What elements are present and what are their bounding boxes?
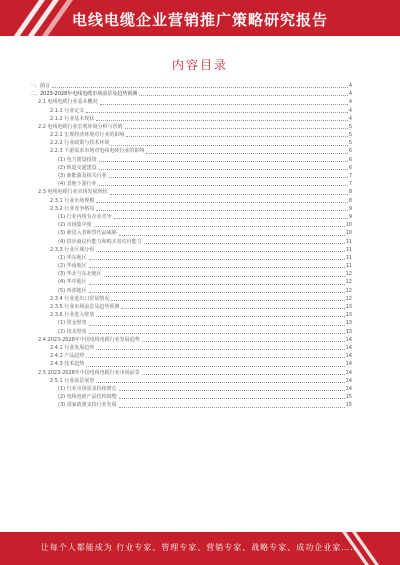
toc-entry[interactable] <box>30 279 352 287</box>
toc-entry-page: 5 <box>348 132 352 139</box>
toc-entry-page: 13 <box>345 328 352 335</box>
toc-entry[interactable] <box>30 131 352 139</box>
toc-entry[interactable] <box>30 123 352 131</box>
toc-entry-page: 14 <box>345 369 352 376</box>
toc-entry[interactable] <box>30 393 352 401</box>
toc-leader-dots <box>146 153 347 154</box>
toc-entry-page: 9 <box>348 213 352 220</box>
toc-leader-dots <box>52 87 348 88</box>
toc-entry-page: 5 <box>348 123 352 130</box>
toc-entry-page: 9 <box>348 205 352 212</box>
toc-entry-page: 7 <box>348 173 352 180</box>
toc-entry-page: 13 <box>345 304 352 311</box>
toc-entry-label: (1) 华东地区 <box>58 254 87 261</box>
toc-entry-label: 2.3.4 行业进出口贸易情况 <box>50 295 110 302</box>
toc-entry-page: 11 <box>345 246 352 253</box>
toc-entry-page: 7 <box>348 181 352 188</box>
toc-entry[interactable] <box>30 336 352 344</box>
toc-entry-page: 15 <box>345 402 352 409</box>
toc-leader-dots <box>104 276 345 277</box>
toc-entry-label: (2) 电线电缆产品结构调整 <box>58 394 117 401</box>
toc-entry-label: 2.3.2 行业竞争格局 <box>50 205 95 212</box>
toc-entry-label: (3) 新能源及相关行业 <box>58 173 107 180</box>
toc-leader-dots <box>109 177 348 178</box>
toc-entry-page: 14 <box>345 344 352 351</box>
toc-leader-dots <box>100 104 348 105</box>
toc-entry-page: 4 <box>348 115 352 122</box>
toc-entry[interactable] <box>30 188 352 196</box>
toc-leader-dots <box>96 251 344 252</box>
toc-entry-label: (4) 华中地区 <box>58 279 87 286</box>
toc-entry-page: 14 <box>345 336 352 343</box>
toc-entry[interactable] <box>30 221 352 229</box>
toc-entry[interactable] <box>30 139 352 147</box>
toc-entry[interactable] <box>30 295 352 303</box>
toc-entry[interactable] <box>30 229 352 237</box>
toc-leader-dots <box>86 112 348 113</box>
toc-entry-page: 10 <box>345 222 352 229</box>
toc-leader-dots <box>119 407 345 408</box>
toc-entry[interactable] <box>30 377 352 385</box>
toc-leader-dots <box>89 267 345 268</box>
toc-entry-page: 12 <box>345 295 352 302</box>
toc-entry[interactable] <box>30 148 352 156</box>
header-bar <box>0 0 400 36</box>
toc-leader-dots <box>110 194 348 195</box>
toc-leader-dots <box>121 308 344 309</box>
toc-entry[interactable] <box>30 197 352 205</box>
toc-entry[interactable] <box>30 164 352 172</box>
toc-leader-dots <box>142 374 345 375</box>
toc-entry-page: 13 <box>345 312 352 319</box>
toc-leader-dots <box>119 235 345 236</box>
toc-entry-label: 2.5.1 行业前景展望 <box>50 377 95 384</box>
toc-leader-dots <box>96 316 344 317</box>
toc-entry[interactable] <box>30 287 352 295</box>
footer-bar <box>0 532 400 565</box>
toc-entry-label: (2) 轨道交通建设 <box>58 164 97 171</box>
toc-entry-page: 12 <box>345 279 352 286</box>
toc-heading: 内容目录 <box>171 58 228 72</box>
toc-entry-label: 2.2.3 下游需求市场对电线电缆行业的影响 <box>50 148 145 155</box>
toc-entry-page: 10 <box>345 230 352 237</box>
toc-entry[interactable] <box>30 213 352 221</box>
toc-leader-dots <box>86 366 344 367</box>
toc-entry[interactable] <box>30 328 352 336</box>
toc-entry-label: (1) 资金壁垒 <box>58 320 87 327</box>
toc-entry-label: 2.3.6 行业进入壁垒 <box>50 312 95 319</box>
toc-entry-label: 二、2023-2028年电线电缆市场前景及趋势预测 <box>30 91 138 98</box>
toc-leader-dots <box>89 325 345 326</box>
toc-entry-label: 2.4 2023-2028年中国电线电缆行业发展趋势 <box>38 336 140 343</box>
toc-leader-dots <box>96 120 348 121</box>
toc-leader-dots <box>96 349 344 350</box>
toc-entry-page: 14 <box>345 385 352 392</box>
toc-entry-page: 6 <box>348 164 352 171</box>
toc-entry-label: (1) 行业市场需求持续增长 <box>58 385 117 392</box>
toc-entry-label: (4) 其他下游行业 <box>58 181 97 188</box>
toc-leader-dots <box>119 390 345 391</box>
toc-entry-label: (3) 华北与东北地区 <box>58 271 102 278</box>
toc-entry[interactable] <box>30 238 352 246</box>
toc-entry-page: 5 <box>348 140 352 147</box>
toc-entry-page: 4 <box>348 91 352 98</box>
toc-entry-page: 4 <box>348 99 352 106</box>
toc-entry[interactable] <box>30 262 352 270</box>
toc-entry-page: 8 <box>348 189 352 196</box>
toc-entry[interactable] <box>30 205 352 213</box>
toc-entry[interactable] <box>30 401 352 409</box>
toc-entry[interactable] <box>30 156 352 164</box>
toc-leader-dots <box>89 284 345 285</box>
toc-entry[interactable] <box>30 344 352 352</box>
toc-entry-label: (1) 电力建设投资 <box>58 156 97 163</box>
toc-entry-label: (4) 供应商议价能力和购买者议价能力 <box>58 238 142 245</box>
toc-entry[interactable] <box>30 352 352 360</box>
toc-entry-page: 12 <box>345 271 352 278</box>
toc-entry-label: 2.4.1 行业发展趋势 <box>50 344 95 351</box>
toc-entry-label: (2) 技术壁垒 <box>58 328 87 335</box>
toc-entry-label: 2.2.1 宏观经济环境对行业的影响 <box>50 132 125 139</box>
toc-entry-page: 14 <box>345 361 352 368</box>
toc-leader-dots <box>114 218 348 219</box>
toc-entry-label: (1) 行业内现有企业竞争 <box>58 213 112 220</box>
toc-leader-dots <box>139 95 348 96</box>
toc-entry-label: 2.5 2023-2028年中国电线电缆行业市场前景 <box>38 369 140 376</box>
toc-entry-label: 2.4.3 技术趋势 <box>50 361 85 368</box>
toc-entry-label: 2.3.3 行业区域分布 <box>50 246 95 253</box>
table-of-contents <box>30 82 352 410</box>
toc-entry[interactable] <box>30 319 352 327</box>
toc-entry-page: 6 <box>348 148 352 155</box>
toc-entry[interactable] <box>30 98 352 106</box>
toc-entry-page: 11 <box>345 263 352 270</box>
toc-leader-dots <box>94 226 345 227</box>
toc-entry[interactable] <box>30 172 352 180</box>
toc-entry[interactable] <box>30 82 352 90</box>
toc-entry-label: (2) 华南地区 <box>58 263 87 270</box>
toc-entry-label: 2.4.2 产品趋势 <box>50 353 85 360</box>
toc-entry[interactable] <box>30 107 352 115</box>
toc-entry[interactable] <box>30 115 352 123</box>
toc-entry-label: (3) 新进入者和替代品威胁 <box>58 230 117 237</box>
toc-leader-dots <box>111 145 347 146</box>
toc-entry-label: (2) 市场集中度 <box>58 222 92 229</box>
toc-leader-dots <box>111 300 344 301</box>
toc-entry-page: 14 <box>345 377 352 384</box>
toc-leader-dots <box>99 185 348 186</box>
toc-entry-label: 2.3 电线电缆行业市场发展现状 <box>38 189 108 196</box>
toc-entry-label: 2.2 电线电缆行业宏观环境分析与营销 <box>38 123 123 130</box>
toc-entry[interactable] <box>30 369 352 377</box>
toc-entry[interactable] <box>30 180 352 188</box>
toc-entry[interactable] <box>30 385 352 393</box>
toc-entry-page: 13 <box>345 320 352 327</box>
toc-entry-page: 4 <box>348 107 352 114</box>
toc-entry-label: 2.1.1 行业定义 <box>50 107 85 114</box>
toc-entry-label: (3) 国家政策支持行业发展 <box>58 402 117 409</box>
toc-entry[interactable] <box>30 90 352 98</box>
toc-entry-page: 11 <box>345 238 352 245</box>
toc-entry-page: 14 <box>345 353 352 360</box>
toc-entry-page: 4 <box>348 82 352 89</box>
toc-leader-dots <box>125 128 348 129</box>
toc-entry-page: 15 <box>345 394 352 401</box>
toc-entry[interactable] <box>30 360 352 368</box>
toc-entry-page: 12 <box>345 287 352 294</box>
toc-entry[interactable] <box>30 254 352 262</box>
toc-entry-label: (5) 西部地区 <box>58 287 87 294</box>
toc-entry[interactable] <box>30 246 352 254</box>
toc-leader-dots <box>142 341 345 342</box>
report-title: 电线电缆企业营销推广策略研究报告 <box>71 11 328 29</box>
footer-slogan: 让每个人都能成为 行业专家、管理专家、营销专家、战略专家、成功企业家…… <box>40 543 360 552</box>
toc-entry[interactable] <box>30 270 352 278</box>
toc-leader-dots <box>89 259 345 260</box>
toc-entry-label: 2.1.2 行业基本现状 <box>50 115 95 122</box>
toc-entry-label: 2.3.1 行业市场规模 <box>50 197 95 204</box>
toc-entry-page: 6 <box>348 156 352 163</box>
toc-leader-dots <box>89 292 345 293</box>
toc-entry-label: 2.1 电线电缆行业基本概况 <box>38 99 98 106</box>
toc-entry[interactable] <box>30 311 352 319</box>
toc-leader-dots <box>96 210 348 211</box>
toc-leader-dots <box>144 243 345 244</box>
toc-entry[interactable] <box>30 303 352 311</box>
toc-leader-dots <box>119 398 345 399</box>
toc-entry-label: 2.3.5 行业市场前景及趋势预测 <box>50 304 120 311</box>
toc-entry-label: 2.2.2 行业政策与技术环境 <box>50 140 110 147</box>
toc-entry-page: 11 <box>345 254 352 261</box>
toc-leader-dots <box>96 202 348 203</box>
toc-leader-dots <box>126 136 347 137</box>
toc-entry-page: 8 <box>348 197 352 204</box>
toc-leader-dots <box>96 382 344 383</box>
toc-leader-dots <box>99 161 348 162</box>
toc-leader-dots <box>99 169 348 170</box>
toc-leader-dots <box>89 333 345 334</box>
toc-leader-dots <box>86 357 344 358</box>
toc-entry-label: 一、前言 <box>30 82 51 89</box>
